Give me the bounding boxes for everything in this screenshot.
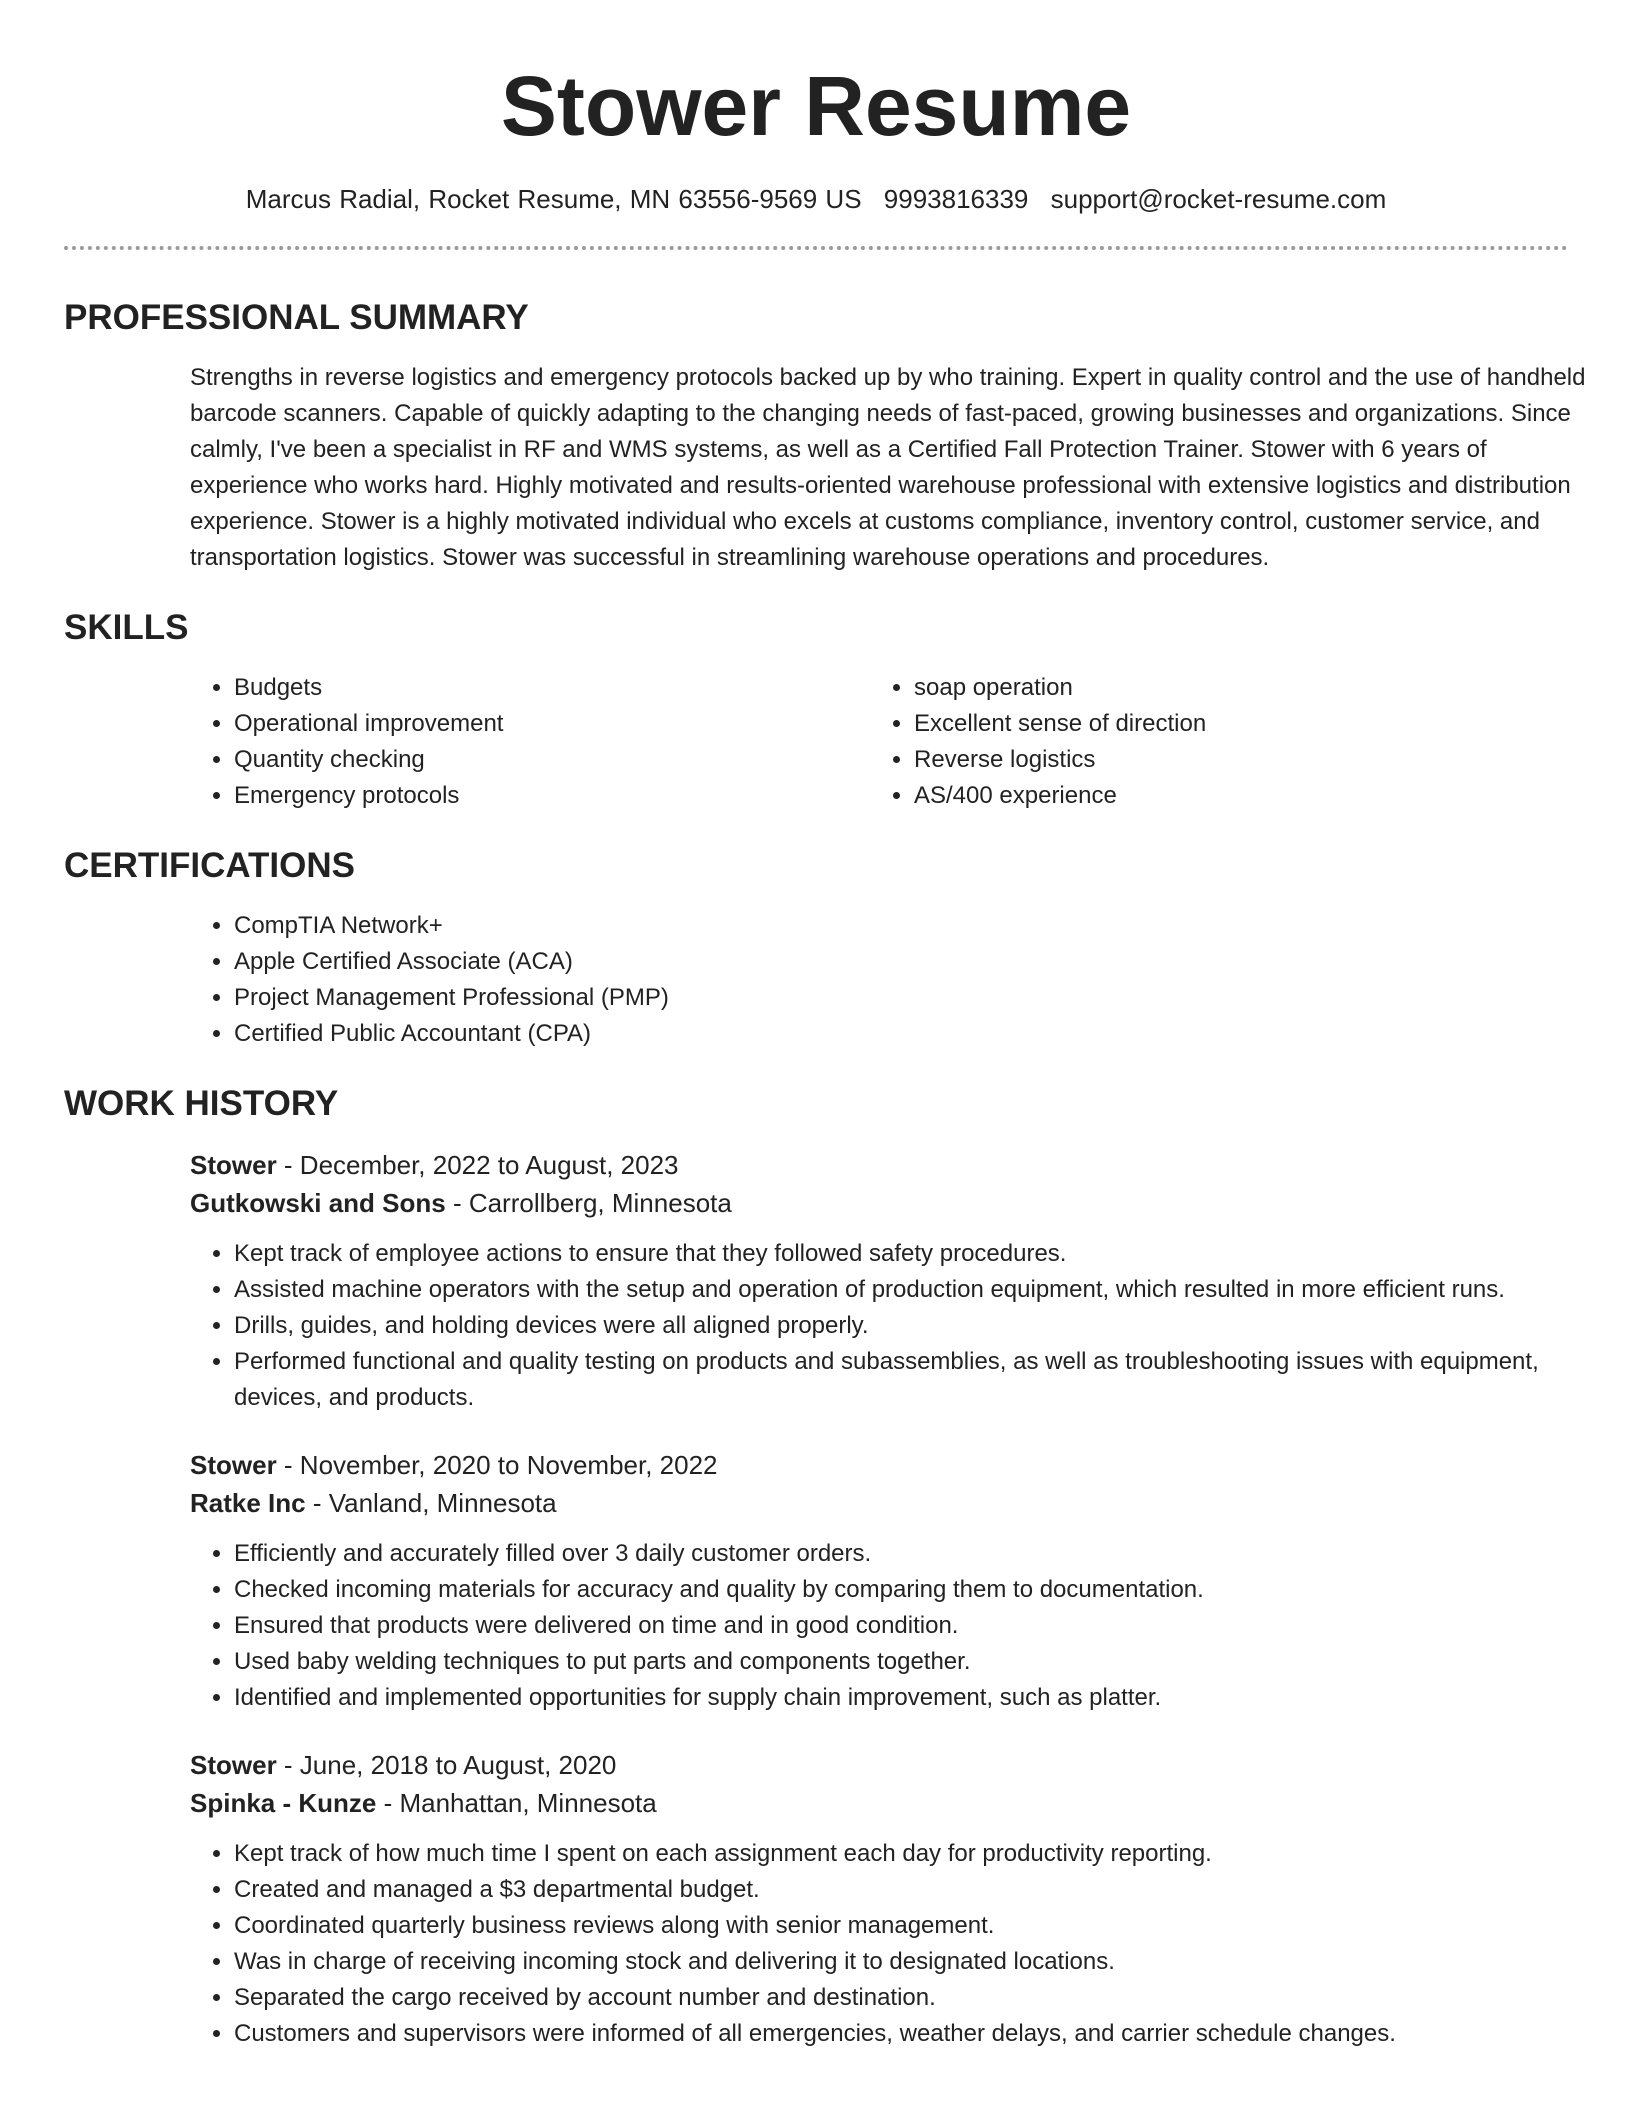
job-dates: - November, 2020 to November, 2022 (276, 1450, 718, 1480)
job-bullets (190, 1836, 1568, 2052)
job-bullet: • Checked incoming materials for accuracy and quality by comparing them to documentation. (234, 1572, 1568, 1608)
summary-heading: PROFESSIONAL SUMMARY (64, 298, 529, 337)
skill-item: • soap operation (914, 670, 1550, 706)
job-bullet: • Ensured that products were delivered on time and in good condition. (234, 1608, 1568, 1644)
job-company-line (190, 1184, 1568, 1222)
certification-item: • CompTIA Network+ (234, 908, 1568, 944)
skills-column-right (870, 670, 1550, 814)
contact-address: Marcus Radial, Rocket Resume, MN 63556-9569 US (245, 184, 862, 214)
job-company: Spinka - Kunze (190, 1788, 377, 1818)
skills-list (190, 670, 1568, 814)
job-location: - Carrollberg, Minnesota (445, 1188, 732, 1218)
skills-heading: SKILLS (64, 608, 189, 647)
skill-item: • Quantity checking (234, 742, 870, 778)
skill-item: • Excellent sense of direction (914, 706, 1550, 742)
summary-text: Strengths in reverse logistics and emergency protocols backed up by who training. Expert in quality control and the use of handheld barcode scanners. Capable of quickly adapting to the changing needs of fast-paced, growing businesses and organizations. Since calmly, I've been a specialist in RF and WMS systems, as well as a Certified Fall Protection Trainer. Stower with 6 years of experience who works hard. Highly motivated and results-oriented warehouse professional with extensive logistics and distribution experience. Stower is a highly motivated individual who excels at customs compliance, inventory control, customer service, and transportation logistics. Stower was successful in streamlining warehouse operations and procedures. (190, 364, 1586, 571)
contact-email: support@rocket-resume.com (1050, 184, 1387, 214)
resume-name: Stower Resume (500, 59, 1132, 153)
certifications-list (190, 908, 1568, 1052)
contact-phone: 9993816339 (883, 184, 1029, 214)
job-bullet: • Kept track of employee actions to ensure that they followed safety procedures. (234, 1236, 1568, 1272)
job-title-line (190, 1746, 1568, 1784)
job-company: Ratke Inc (190, 1488, 306, 1518)
job-bullet: • Was in charge of receiving incoming stock and delivering it to designated locations. (234, 1944, 1568, 1980)
certification-item: • Project Management Professional (PMP) (234, 980, 1568, 1016)
skills-column-left (190, 670, 870, 814)
job-entry (190, 1746, 1568, 2052)
job-bullet: • Kept track of how much time I spent on each assignment each day for productivity reporting. (234, 1836, 1568, 1872)
job-bullet: • Drills, guides, and holding devices were all aligned properly. (234, 1308, 1568, 1344)
certification-item: • Apple Certified Associate (ACA) (234, 944, 1568, 980)
job-location: - Manhattan, Minnesota (376, 1788, 657, 1818)
job-bullet: • Separated the cargo received by account number and destination. (234, 1980, 1568, 2016)
job-company: Gutkowski and Sons (190, 1188, 446, 1218)
job-dates: - June, 2018 to August, 2020 (276, 1750, 617, 1780)
job-role: Stower (190, 1150, 277, 1180)
job-bullets (190, 1536, 1568, 1716)
work-history-heading: WORK HISTORY (64, 1084, 339, 1123)
job-bullet: • Identified and implemented opportunities for supply chain improvement, such as platter. (234, 1680, 1568, 1716)
certification-item: • Certified Public Accountant (CPA) (234, 1016, 1568, 1052)
job-entry (190, 1146, 1568, 1416)
job-bullet: • Created and managed a $3 departmental budget. (234, 1872, 1568, 1908)
job-bullet: • Used baby welding techniques to put parts and components together. (234, 1644, 1568, 1680)
job-entry (190, 1446, 1568, 1716)
job-bullet: • Efficiently and accurately filled over 3 daily customer orders. (234, 1536, 1568, 1572)
job-company-line (190, 1484, 1568, 1522)
job-role: Stower (190, 1450, 277, 1480)
skill-item: • Emergency protocols (234, 778, 870, 814)
skill-item: • Reverse logistics (914, 742, 1550, 778)
job-bullet: • Performed functional and quality testing on products and subassemblies, as well as troubleshooting issues with equipment, devices, and products. (234, 1344, 1568, 1416)
skill-item: • AS/400 experience (914, 778, 1550, 814)
job-company-line (190, 1784, 1568, 1822)
skill-item: • Budgets (234, 670, 870, 706)
contact-line (64, 182, 1568, 216)
job-bullet: • Assisted machine operators with the setup and operation of production equipment, which resulted in more efficient runs. (234, 1272, 1568, 1308)
job-dates: - December, 2022 to August, 2023 (276, 1150, 679, 1180)
job-bullet: • Customers and supervisors were informed of all emergencies, weather delays, and carrier schedule changes. (234, 2016, 1568, 2052)
certifications-heading: CERTIFICATIONS (64, 846, 356, 885)
job-bullets (190, 1236, 1568, 1416)
header-divider (64, 246, 1568, 250)
job-role: Stower (190, 1750, 277, 1780)
job-title-line (190, 1146, 1568, 1184)
job-location: - Vanland, Minnesota (305, 1488, 557, 1518)
skill-item: • Operational improvement (234, 706, 870, 742)
job-bullet: • Coordinated quarterly business reviews along with senior management. (234, 1908, 1568, 1944)
job-title-line (190, 1446, 1568, 1484)
